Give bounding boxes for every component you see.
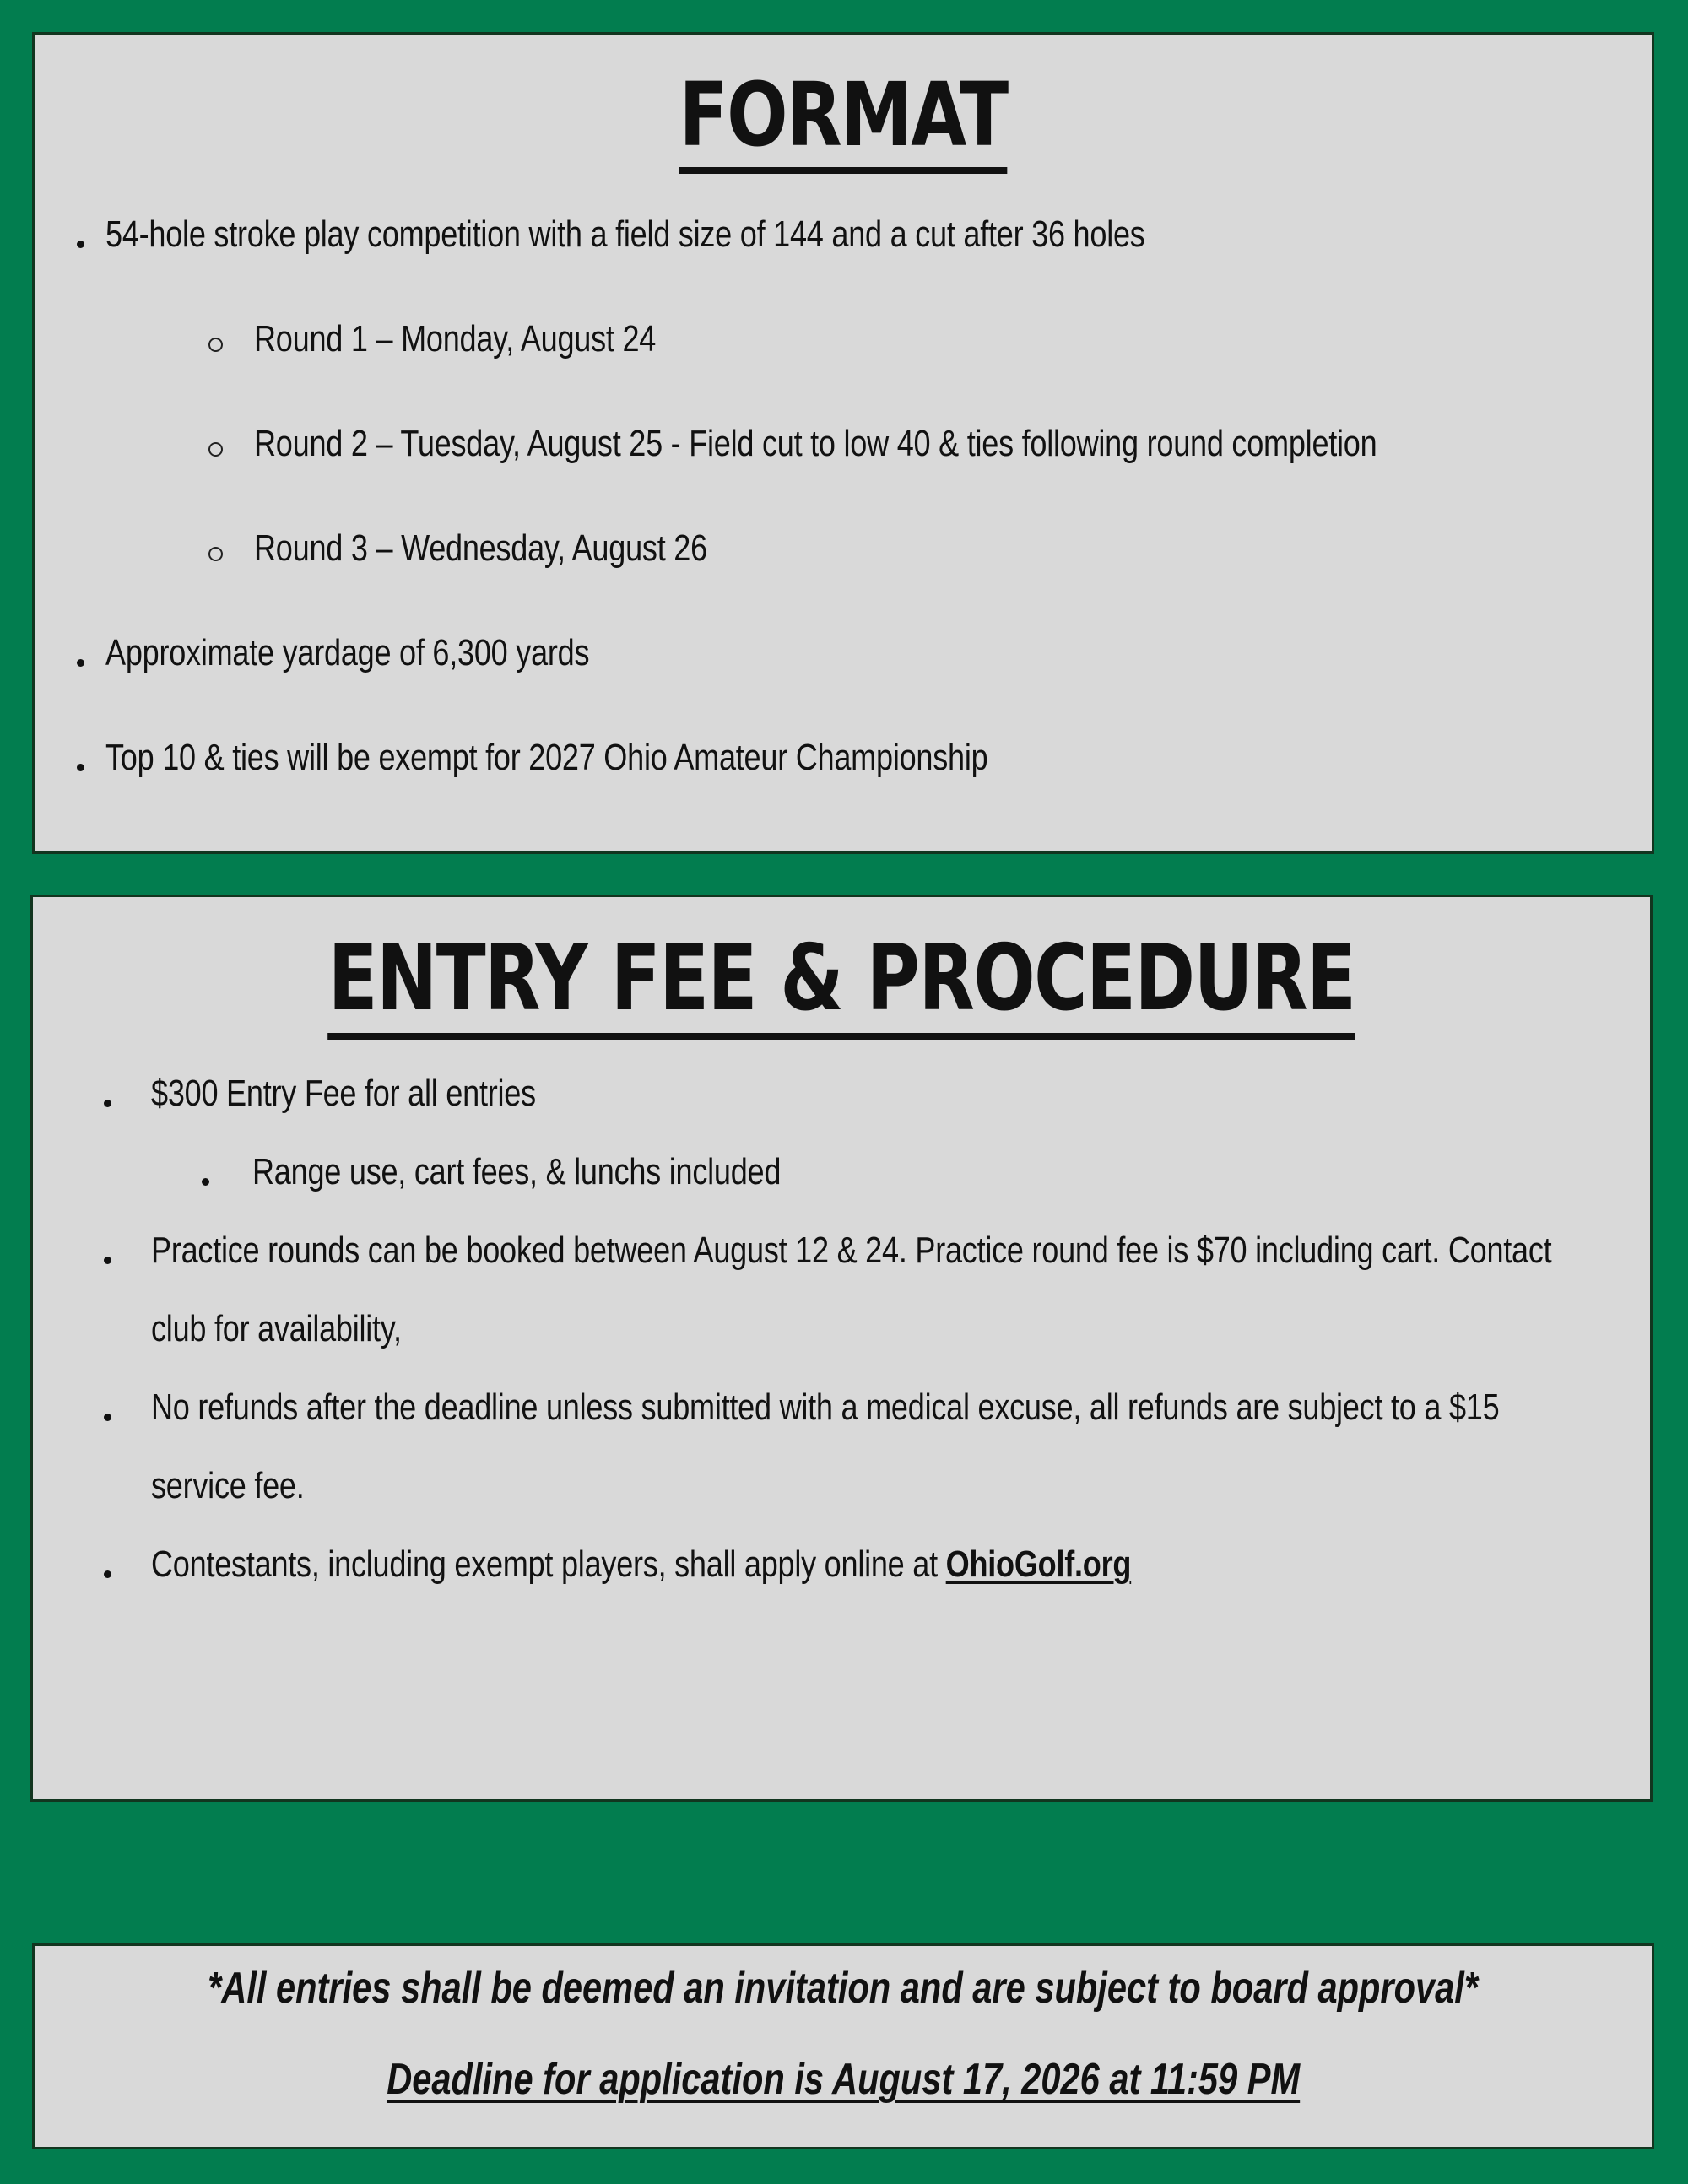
format-round-2: Round 2 – Tuesday, August 25 - Field cut to low 40 & ties following round completion: [254, 423, 1377, 464]
bullet-icon: [77, 659, 84, 667]
notice-panel: [32, 1943, 1654, 2149]
format-round-1: Round 1 – Monday, August 24: [254, 318, 657, 359]
entry-fee: $300 Entry Fee for all entries: [151, 1073, 536, 1114]
apply-online-text: Contestants, including exempt players, shall apply online at: [151, 1543, 946, 1585]
circle-bullet-icon: [208, 338, 223, 352]
format-item-exempt: Top 10 & ties will be exempt for 2027 Ohio Amateur Championship: [106, 737, 988, 778]
bullet-icon: [104, 1414, 111, 1421]
format-panel: [32, 32, 1654, 854]
entry-fee-includes: Range use, cart fees, & lunchs included: [252, 1151, 782, 1192]
circle-bullet-icon: [208, 547, 223, 561]
bullet-icon: [104, 1100, 111, 1107]
bullet-icon: [77, 764, 84, 771]
ohiogolf-link[interactable]: OhioGolf.org: [945, 1543, 1132, 1585]
format-round-3: Round 3 – Wednesday, August 26: [254, 527, 707, 569]
circle-bullet-icon: [208, 442, 223, 457]
invitation-notice: [35, 1963, 1652, 2014]
refund-line-2: service fee.: [151, 1465, 305, 1506]
invitation-notice-text: *All entries shall be deemed an invitation and are subject to board approval*: [208, 1964, 1479, 2013]
format-heading-text: FORMAT: [679, 71, 1007, 174]
format-heading: [180, 35, 1506, 174]
bullet-icon: [104, 1257, 111, 1264]
bullet-icon: [202, 1178, 209, 1186]
format-item-yardage: Approximate yardage of 6,300 yards: [106, 632, 590, 673]
bullet-icon: [77, 241, 84, 248]
bullet-icon: [104, 1570, 111, 1578]
practice-rounds-line-2: club for availability,: [151, 1308, 402, 1349]
entry-heading-text: ENTRY FEE & PROCEDURE: [328, 933, 1355, 1040]
apply-online: [151, 1543, 1131, 1586]
practice-rounds-line-1: Practice rounds can be booked between August 12 & 24. Practice round fee is $70 including cart. Contact: [151, 1230, 1552, 1271]
deadline-notice: [35, 2054, 1652, 2105]
entry-heading: [195, 897, 1489, 1040]
deadline-notice-text: Deadline for application is August 17, 2026 at 11:59 PM: [387, 2055, 1300, 2104]
format-item-field: 54-hole stroke play competition with a field size of 144 and a cut after 36 holes: [106, 214, 1145, 255]
refund-line-1: No refunds after the deadline unless submitted with a medical excuse, all refunds are subject to a $15: [151, 1387, 1500, 1428]
entry-panel: [30, 895, 1653, 1802]
